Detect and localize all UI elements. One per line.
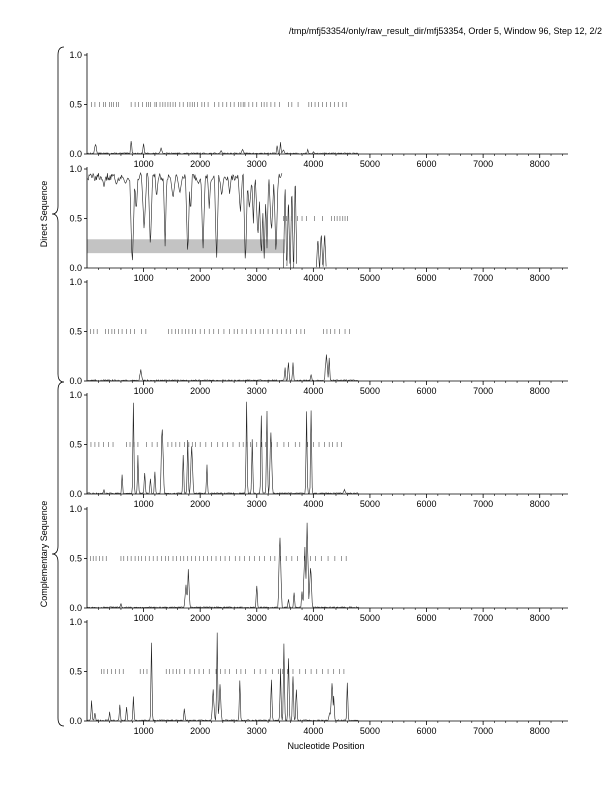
direct-frame-1-x-tick-label: 2000 (190, 159, 211, 169)
direct-brace (52, 47, 64, 382)
complementary-frame-1-x-tick-label: 5000 (359, 499, 380, 509)
complementary-frame-2-x-tick-label: 2000 (190, 613, 211, 623)
complementary-frame-2-y-tick-label: 0.0 (69, 603, 82, 613)
direct-frame-3-panel (69, 277, 568, 396)
direct-frame-3-x-tick-label: 6000 (416, 386, 437, 396)
complementary-sequence-label: Complementary Sequence (39, 500, 49, 608)
direct-frame-3-x-tick-label: 3000 (246, 386, 267, 396)
direct-frame-1-x-tick-label: 7000 (473, 159, 494, 169)
complementary-frame-2-x-tick-label: 4000 (303, 613, 324, 623)
panels (69, 50, 568, 736)
complementary-frame-2-panel (69, 504, 568, 623)
complementary-frame-1-x-tick-label: 1000 (133, 499, 154, 509)
page-header: /tmp/mfj53354/only/raw_result_dir/mfj53354, Order 5, Window 96, Step 12, 2/2 (288, 26, 602, 36)
complementary-frame-2-x-tick-label: 6000 (416, 613, 437, 623)
complementary-frame-3-x-tick-label: 4000 (303, 726, 324, 736)
complementary-frame-1-x-tick-label: 3000 (246, 499, 267, 509)
complementary-frame-1-panel (69, 390, 568, 509)
complementary-frame-1-y-tick-label: 0.0 (69, 489, 82, 499)
complementary-frame-3-x-tick-label: 3000 (246, 726, 267, 736)
direct-frame-1-x-tick-label: 4000 (303, 159, 324, 169)
direct-frame-2-y-tick-label: 0.5 (69, 213, 82, 224)
complementary-frame-1-x-tick-label: 8000 (529, 499, 550, 509)
direct-frame-2-panel (69, 164, 568, 283)
complementary-frame-1-x-tick-label: 7000 (473, 499, 494, 509)
complementary-frame-1-x-tick-label: 2000 (190, 499, 211, 509)
complementary-frame-3-x-tick-label: 6000 (416, 726, 437, 736)
direct-frame-1-panel (69, 50, 568, 169)
direct-frame-2-x-tick-label: 2000 (190, 273, 211, 283)
direct-frame-3-x-tick-label: 8000 (529, 386, 550, 396)
direct-frame-3-y-tick-label: 0.5 (69, 326, 82, 337)
complementary-frame-1-signal-line (87, 402, 359, 494)
complementary-frame-2-x-tick-label: 7000 (473, 613, 494, 623)
direct-frame-2-x-tick-label: 4000 (303, 273, 324, 283)
complementary-frame-1-y-tick-label: 1.0 (69, 390, 82, 400)
complementary-frame-2-x-tick-label: 5000 (359, 613, 380, 623)
direct-frame-1-x-tick-label: 6000 (416, 159, 437, 169)
direct-frame-2-x-tick-label: 5000 (359, 273, 380, 283)
direct-frame-2-x-tick-label: 7000 (473, 273, 494, 283)
direct-frame-1-x-tick-label: 8000 (529, 159, 550, 169)
direct-frame-1-y-tick-label: 1.0 (69, 50, 82, 60)
complementary-frame-3-y-tick-label: 1.0 (69, 617, 82, 627)
complementary-frame-1-x-tick-label: 4000 (303, 499, 324, 509)
direct-frame-3-x-tick-label: 1000 (133, 386, 154, 396)
x-axis-title: Nucleotide Position (287, 741, 365, 751)
direct-sequence-label: Direct Sequence (39, 180, 49, 248)
direct-frame-2-x-tick-label: 3000 (246, 273, 267, 283)
direct-frame-3-y-tick-label: 0.0 (69, 376, 82, 386)
complementary-frame-3-y-tick-label: 0.5 (69, 666, 82, 677)
direct-frame-1-signal-line (87, 141, 359, 154)
complementary-frame-3-x-tick-label: 5000 (359, 726, 380, 736)
complementary-frame-3-x-tick-label: 2000 (190, 726, 211, 736)
complementary-frame-1-y-tick-label: 0.5 (69, 439, 82, 450)
direct-frame-2-y-tick-label: 0.0 (69, 263, 82, 273)
complementary-frame-2-signal-line (87, 523, 359, 608)
complementary-frame-3-panel (69, 617, 568, 736)
complementary-frame-3-x-tick-label: 8000 (529, 726, 550, 736)
direct-frame-3-signal-line (87, 355, 359, 382)
direct-frame-2-y-tick-label: 1.0 (69, 164, 82, 174)
direct-frame-1-x-tick-label: 5000 (359, 159, 380, 169)
direct-frame-1-x-tick-label: 1000 (133, 159, 154, 169)
direct-frame-1-y-tick-label: 0.0 (69, 149, 82, 159)
complementary-frame-3-x-tick-label: 1000 (133, 726, 154, 736)
direct-frame-3-x-tick-label: 5000 (359, 386, 380, 396)
complementary-frame-1-x-tick-label: 6000 (416, 499, 437, 509)
group-braces (52, 47, 64, 726)
direct-frame-2-highlight-band (87, 239, 285, 253)
direct-frame-3-x-tick-label: 2000 (190, 386, 211, 396)
direct-frame-3-x-tick-label: 4000 (303, 386, 324, 396)
direct-frame-1-y-tick-label: 0.5 (69, 99, 82, 110)
direct-frame-2-x-tick-label: 1000 (133, 273, 154, 283)
complementary-frame-2-y-tick-label: 0.5 (69, 553, 82, 564)
complementary-frame-2-x-tick-label: 1000 (133, 613, 154, 623)
direct-frame-2-x-tick-label: 8000 (529, 273, 550, 283)
direct-frame-2-x-tick-label: 6000 (416, 273, 437, 283)
complementary-frame-2-y-tick-label: 1.0 (69, 504, 82, 514)
complementary-frame-3-x-tick-label: 7000 (473, 726, 494, 736)
direct-frame-1-x-tick-label: 3000 (246, 159, 267, 169)
direct-frame-2-signal-line (87, 173, 326, 268)
complementary-brace (52, 382, 64, 726)
direct-frame-3-x-tick-label: 7000 (473, 386, 494, 396)
complementary-frame-2-x-tick-label: 3000 (246, 613, 267, 623)
complementary-frame-2-x-tick-label: 8000 (529, 613, 550, 623)
direct-frame-3-y-tick-label: 1.0 (69, 277, 82, 287)
complementary-frame-3-y-tick-label: 0.0 (69, 716, 82, 726)
complementary-frame-3-signal-line (87, 633, 359, 721)
